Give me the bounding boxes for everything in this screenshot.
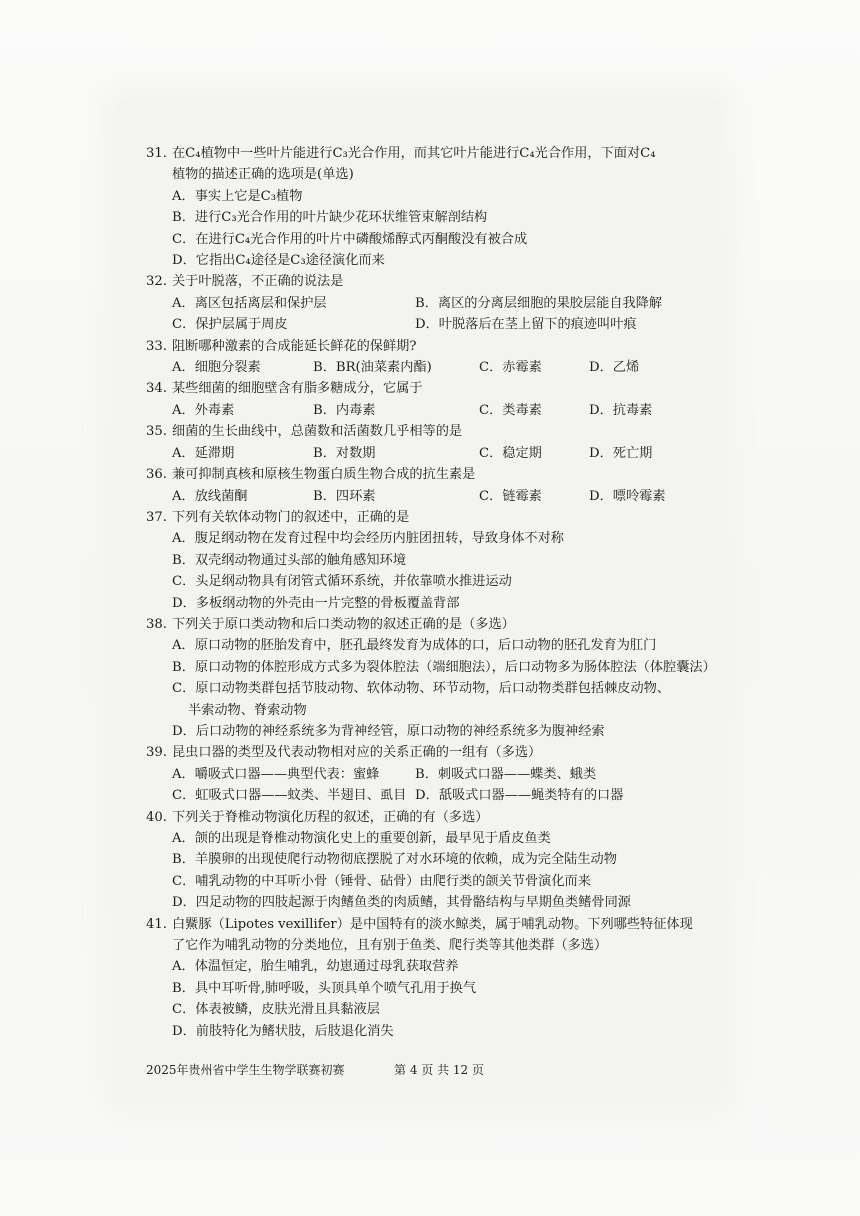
question-33 <box>146 336 706 379</box>
option-c: C．原口动物类群包括节肢动物、软体动物、环节动物，后口动物类群包括棘皮动物、 <box>172 681 671 697</box>
options-row-2 <box>146 314 706 335</box>
option-b: B．离区的分离层细胞的果胶层能自我降解 <box>415 295 663 311</box>
option-b: B．BR(油菜素内酯) <box>313 360 432 376</box>
question-37 <box>146 507 706 614</box>
option-b: B．内毒素 <box>313 402 376 418</box>
option-b: B．双壳纲动物通过头部的触角感知环境 <box>172 552 406 568</box>
options <box>146 828 706 914</box>
question-number: 40. <box>146 809 167 825</box>
page-footer <box>146 1062 484 1078</box>
question-number: 37. <box>146 509 167 525</box>
option-c: C．稳定期 <box>479 445 542 461</box>
page-number: 第 4 页 共 12 页 <box>394 1063 484 1077</box>
question-stem: 阻断哪种激素的合成能延长鲜花的保鲜期? <box>172 338 417 354</box>
options-row-1 <box>146 764 706 785</box>
option-b: B．刺吸式口器——蝶类、蛾类 <box>415 766 597 782</box>
question-number: 36. <box>146 467 167 483</box>
question-number: 39. <box>146 745 167 761</box>
question-stem-cont: 植物的描述正确的选项是(单选) <box>172 167 354 183</box>
question-stem: 下列关于脊椎动物演化历程的叙述，正确的有（多选） <box>172 809 489 825</box>
option-a: A．延滞期 <box>172 445 235 461</box>
option-a: A．细胞分裂素 <box>172 360 261 376</box>
options-row <box>146 486 706 507</box>
question-number: 41. <box>146 916 167 932</box>
option-c: C．链霉素 <box>479 488 542 504</box>
question-stem: 某些细菌的细胞壁含有脂多糖成分，它属于 <box>172 381 423 397</box>
options <box>146 186 706 272</box>
option-c: C．赤霉素 <box>479 360 542 376</box>
question-38 <box>146 614 716 742</box>
options-row-1 <box>146 293 706 314</box>
options <box>146 956 706 1042</box>
option-c-cont: 半索动物、脊索动物 <box>188 702 307 718</box>
option-d: D．抗毒素 <box>589 402 653 418</box>
question-stem: 细菌的生长曲线中，总菌数和活菌数几乎相等的是 <box>172 424 463 440</box>
option-b: B．原口动物的体腔形成方式多为裂体腔法（端细胞法），后口动物多为肠体腔法（体腔囊法） <box>172 659 716 675</box>
option-d: D．多板纲动物的外壳由一片完整的骨板覆盖背部 <box>172 595 460 611</box>
option-b: B．对数期 <box>313 445 376 461</box>
question-stem: 关于叶脱落，不正确的说法是 <box>172 274 344 290</box>
option-a: A．放线菌酮 <box>172 488 248 504</box>
option-c: C．哺乳动物的中耳听小骨（锤骨、砧骨）由爬行类的颌关节骨演化而来 <box>172 873 591 889</box>
option-a: A．颌的出现是脊椎动物演化史上的重要创新，最早见于盾皮鱼类 <box>172 831 551 846</box>
options-row <box>146 400 706 421</box>
question-list <box>146 143 716 1042</box>
option-a: A．原口动物的胚胎发育中，胚孔最终发育为成体的口，后口动物的胚孔发育为肛门 <box>172 638 657 654</box>
question-stem: 兼可抑制真核和原核生物蛋白质生物合成的抗生素是 <box>172 467 476 483</box>
question-34 <box>146 378 706 421</box>
question-number: 33. <box>146 338 167 354</box>
question-36 <box>146 464 706 507</box>
option-b: B．具中耳听骨,肺呼吸，头顶具单个喷气孔用于换气 <box>172 980 477 996</box>
option-b: B．四环素 <box>313 488 376 504</box>
option-b: B．进行C₃光合作用的叶片缺少花环状维管束解剖结构 <box>172 210 488 226</box>
option-d: D．前肢特化为鳍状肢，后肢退化消失 <box>172 1023 394 1039</box>
question-number: 32. <box>146 274 167 290</box>
option-d: D．后口动物的神经系统多为背神经管，原口动物的神经系统多为腹神经索 <box>172 723 605 739</box>
option-c: C．类毒素 <box>479 402 542 418</box>
option-d: D．舐吸式口器——蝇类特有的口器 <box>415 788 624 804</box>
question-31 <box>146 143 706 271</box>
options-row <box>146 357 706 378</box>
options <box>146 635 716 742</box>
option-a: A．外毒素 <box>172 402 235 418</box>
question-stem: 昆虫口器的类型及代表动物相对应的关系正确的一组有（多选） <box>172 745 542 761</box>
question-number: 31. <box>146 146 167 161</box>
question-number: 35. <box>146 424 167 440</box>
option-a: A．嚼吸式口器——典型代表：蜜蜂 <box>172 766 380 782</box>
question-40 <box>146 807 706 914</box>
question-32 <box>146 271 706 335</box>
question-stem: 下列关于原口类动物和后口类动物的叙述正确的是（多选） <box>172 616 515 632</box>
question-41 <box>146 914 706 1042</box>
option-d: D．它指出C₄途径是C₃途径演化而来 <box>172 253 385 269</box>
option-a: A．腹足纲动物在发育过程中均会经历内脏团扭转，导致身体不对称 <box>172 531 564 547</box>
options-row <box>146 443 706 464</box>
option-d: D．叶脱落后在茎上留下的痕迹叫叶痕 <box>415 317 637 333</box>
option-c: C．体表被鳞，皮肤光滑且具黏液层 <box>172 1002 380 1018</box>
option-c: C．头足纲动物具有闭管式循环系统，并依靠喷水推进运动 <box>172 574 512 590</box>
option-b: B．羊膜卵的出现使爬行动物彻底摆脱了对水环境的依赖，成为完全陆生动物 <box>172 852 617 868</box>
option-a: A．体温恒定，胎生哺乳，幼崽通过母乳获取营养 <box>172 959 459 975</box>
contest-name: 2025年贵州省中学生生物学联赛初赛 <box>146 1063 345 1077</box>
question-number: 34. <box>146 381 167 397</box>
question-stem: 白鱀豚（Lipotes vexillifer）是中国特有的淡水鲸类，属于哺乳动物。下列哪些特征体现 <box>172 916 693 932</box>
question-stem: 下列有关软体动物门的叙述中，正确的是 <box>172 509 410 525</box>
options-row-2 <box>146 785 706 806</box>
option-d: D．四足动物的四肢起源于肉鳍鱼类的肉质鳍，其骨骼结构与早期鱼类鳍骨同源 <box>172 895 631 911</box>
option-d: D．乙烯 <box>589 360 640 376</box>
options <box>146 528 706 614</box>
option-d: D．死亡期 <box>589 445 653 461</box>
option-d: D．嘌呤霉素 <box>589 488 666 504</box>
option-c: C．在进行C₄光合作用的叶片中磷酸烯醇式丙酮酸没有被合成 <box>172 231 528 247</box>
option-a: A．离区包括离层和保护层 <box>172 295 327 311</box>
option-c: C．保护层属于周皮 <box>172 317 288 333</box>
question-stem: 在C₄植物中一些叶片能进行C₃光合作用，而其它叶片能进行C₄光合作用，下面对C₄ <box>172 146 656 161</box>
option-a: A．事实上它是C₃植物 <box>172 188 303 204</box>
question-39 <box>146 742 706 806</box>
option-c: C．虹吸式口器——蚊类、半翅目、虱目 <box>172 788 407 804</box>
question-number: 38. <box>146 616 167 632</box>
question-stem-cont: 了它作为哺乳动物的分类地位，且有别于鱼类、爬行类等其他类群（多选） <box>172 938 608 954</box>
question-35 <box>146 421 706 464</box>
